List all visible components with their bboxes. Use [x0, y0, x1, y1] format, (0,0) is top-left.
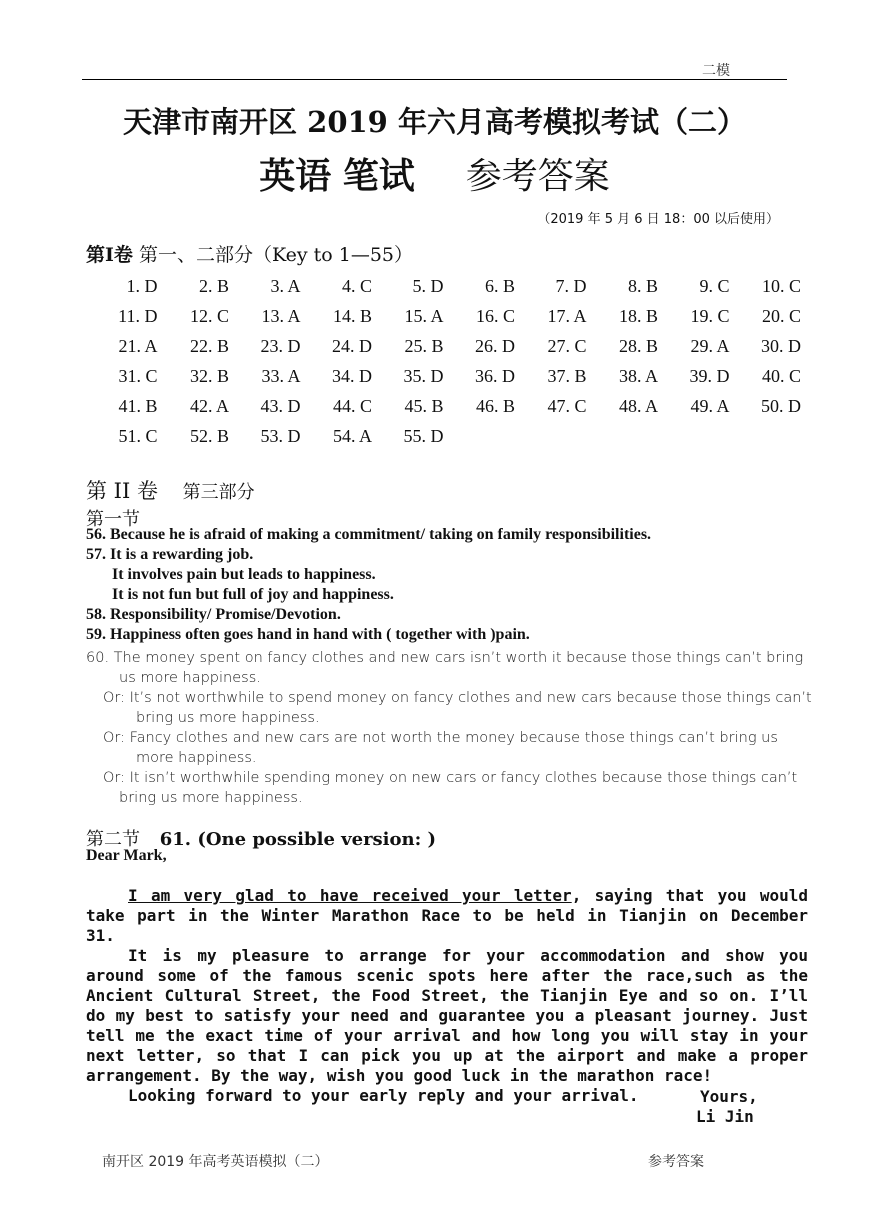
- answer-60-line: more happiness.: [136, 750, 257, 766]
- mcq-answer: 28. B: [618, 336, 658, 356]
- mcq-answer: 53. D: [260, 426, 301, 446]
- footer-left: 南开区 2019 年高考英语模拟（二）: [102, 1154, 329, 1170]
- mcq-answer: 47. C: [547, 396, 587, 416]
- letter-paragraph: [86, 886, 808, 946]
- letter-body: [86, 886, 808, 1106]
- mcq-answer: 17. A: [547, 306, 587, 326]
- mcq-answer: 22. B: [189, 336, 229, 356]
- mcq-answer: 33. A: [261, 366, 301, 386]
- mcq-answer: 23. D: [260, 336, 301, 356]
- mcq-answer: 21. A: [118, 336, 158, 356]
- section2-volume: 第 II 卷: [86, 479, 158, 503]
- mcq-answer: 10. C: [761, 276, 801, 296]
- mcq-answer: 36. D: [475, 366, 515, 386]
- answer-60-line: Or: Fancy clothes and new cars are not worth the money because those things can’t bring us: [103, 730, 778, 746]
- part2-title: 61. (One possible version: ): [159, 829, 437, 850]
- mcq-row: [86, 331, 801, 361]
- mcq-answer: 9. C: [699, 276, 730, 296]
- mcq-answer: 29. A: [690, 336, 730, 356]
- mcq-answer: 15. A: [404, 306, 444, 326]
- mcq-answer: 24. D: [332, 336, 372, 356]
- exam-title: 天津市南开区 2019 年六月高考模拟考试（二）: [123, 105, 746, 139]
- mcq-answer: 41. B: [118, 396, 158, 416]
- header-rule: [82, 79, 787, 80]
- mcq-answer: 37. B: [547, 366, 587, 386]
- mcq-answer: 13. A: [261, 306, 301, 326]
- section1-title: 第一、二部分（Key to 1—55）: [138, 244, 414, 266]
- answer-57: 57. It is a rewarding job.: [86, 546, 254, 563]
- mcq-answer: 35. D: [403, 366, 444, 386]
- mcq-answer: 50. D: [761, 396, 801, 416]
- mcq-answer: 31. C: [118, 366, 158, 386]
- answer-57-alt1: It involves pain but leads to happiness.: [112, 566, 376, 583]
- mcq-answer: 34. D: [332, 366, 372, 386]
- mcq-answer: 2. B: [198, 276, 229, 296]
- mcq-answer: 39. D: [689, 366, 730, 386]
- mcq-answer: 40. C: [761, 366, 801, 386]
- mcq-answer: 46. B: [475, 396, 515, 416]
- mcq-answer: 48. A: [618, 396, 658, 416]
- section1-volume: 第I卷: [86, 244, 133, 266]
- mcq-row: [86, 391, 801, 421]
- mcq-answer: 55. D: [403, 426, 444, 446]
- mcq-answer: 4. C: [341, 276, 372, 296]
- mcq-row: [86, 421, 786, 451]
- exam-type-label: 笔试: [342, 155, 415, 197]
- mcq-answer: 16. C: [475, 306, 515, 326]
- letter-underlined-text: I am very glad to have received your letter: [128, 886, 572, 905]
- section1-heading: [86, 240, 413, 267]
- section2-title: 第三部分: [182, 482, 255, 503]
- mcq-row: [86, 301, 801, 331]
- answer-59: 59. Happiness often goes hand in hand with ( together with )pain.: [86, 626, 530, 643]
- mcq-answer: 42. A: [189, 396, 229, 416]
- answer-58: 58. Responsibility/ Promise/Devotion.: [86, 606, 341, 623]
- mcq-answer: 30. D: [761, 336, 801, 356]
- mcq-answer: 44. C: [332, 396, 372, 416]
- mcq-answer: 8. B: [627, 276, 658, 296]
- mcq-answer: 3. A: [270, 276, 301, 296]
- header-tag: 二模: [702, 63, 730, 79]
- answer-60: [86, 648, 812, 808]
- letter-paragraph: Looking forward to your early reply and your arrival.: [128, 1086, 639, 1105]
- mcq-answer: 51. C: [118, 426, 158, 446]
- mcq-answer: 7. D: [555, 276, 587, 296]
- mcq-answer: 25. B: [404, 336, 444, 356]
- mcq-answer: 52. B: [189, 426, 229, 446]
- answer-60-line: Or: It’s not worthwhile to spend money on fancy clothes and new cars because those things can’t: [103, 690, 812, 706]
- mcq-answer: 18. B: [618, 306, 658, 326]
- answer-60-line: us more happiness.: [119, 670, 261, 686]
- mcq-answer: 38. A: [618, 366, 658, 386]
- letter-salutation: Dear Mark,: [86, 847, 167, 864]
- usage-note: （2019 年 5 月 6 日 18：00 以后使用）: [537, 212, 779, 227]
- letter-paragraph: It is my pleasure to arrange for your accommodation and show you around some of the famous scenic spots here after the race,such as the Ancient Cultural Street, the Food Street, the Tianjin Eye and so on. I’ll do my best to satisfy your need and guarantee you a pleasant journey. Just tell me the exact time of your arrival and how long you will stay in your next letter, so that I can pick you up at the airport and make a proper arrangement. By the way, wish you good luck in the marathon race!: [86, 946, 808, 1085]
- answer-60-line: bring us more happiness.: [136, 710, 320, 726]
- mcq-answer: 12. C: [189, 306, 229, 326]
- answer-60-line: Or: It isn’t worthwhile spending money on new cars or fancy clothes because those things can’t: [103, 770, 798, 786]
- answer-56: 56. Because he is afraid of making a commitment/ taking on family responsibilities.: [86, 526, 652, 543]
- letter-text: , saying that you would take part in the Winter Marathon Race to be held in Tianjin on December 31.: [86, 886, 808, 945]
- answer-key-label: 参考答案: [465, 156, 610, 197]
- subject-label: 英语: [259, 155, 332, 197]
- mcq-row: [86, 271, 801, 301]
- mcq-answer: 26. D: [475, 336, 515, 356]
- section2-heading: [86, 475, 255, 505]
- mcq-answer: 1. D: [126, 276, 158, 296]
- mcq-answer: 45. B: [404, 396, 444, 416]
- answer-title: [0, 148, 869, 199]
- mcq-answer: 27. C: [547, 336, 587, 356]
- mcq-answer: 32. B: [189, 366, 229, 386]
- mcq-answer: 19. C: [690, 306, 730, 326]
- mcq-answer: 11. D: [118, 306, 158, 326]
- answer-60-line: 60. The money spent on fancy clothes and new cars isn’t worth it because those things can’t bring: [86, 650, 804, 666]
- mcq-answer: 43. D: [260, 396, 301, 416]
- part2-label: 第二节: [86, 829, 140, 850]
- mcq-answer: 14. B: [332, 306, 372, 326]
- mcq-answer: 49. A: [690, 396, 730, 416]
- footer-right: 参考答案: [648, 1154, 704, 1170]
- mcq-answer-grid: [86, 271, 801, 451]
- letter-signature: Li Jin: [696, 1107, 754, 1126]
- part1-label: 第一节: [86, 509, 140, 530]
- mcq-answer: 54. A: [332, 426, 372, 446]
- mcq-row: [86, 361, 801, 391]
- mcq-answer: 5. D: [412, 276, 444, 296]
- mcq-answer: 6. B: [484, 276, 515, 296]
- answer-60-line: bring us more happiness.: [119, 790, 303, 806]
- letter-closing: Yours,: [700, 1087, 758, 1106]
- mcq-answer: 20. C: [761, 306, 801, 326]
- answer-57-alt2: It is not fun but full of joy and happiness.: [112, 586, 394, 603]
